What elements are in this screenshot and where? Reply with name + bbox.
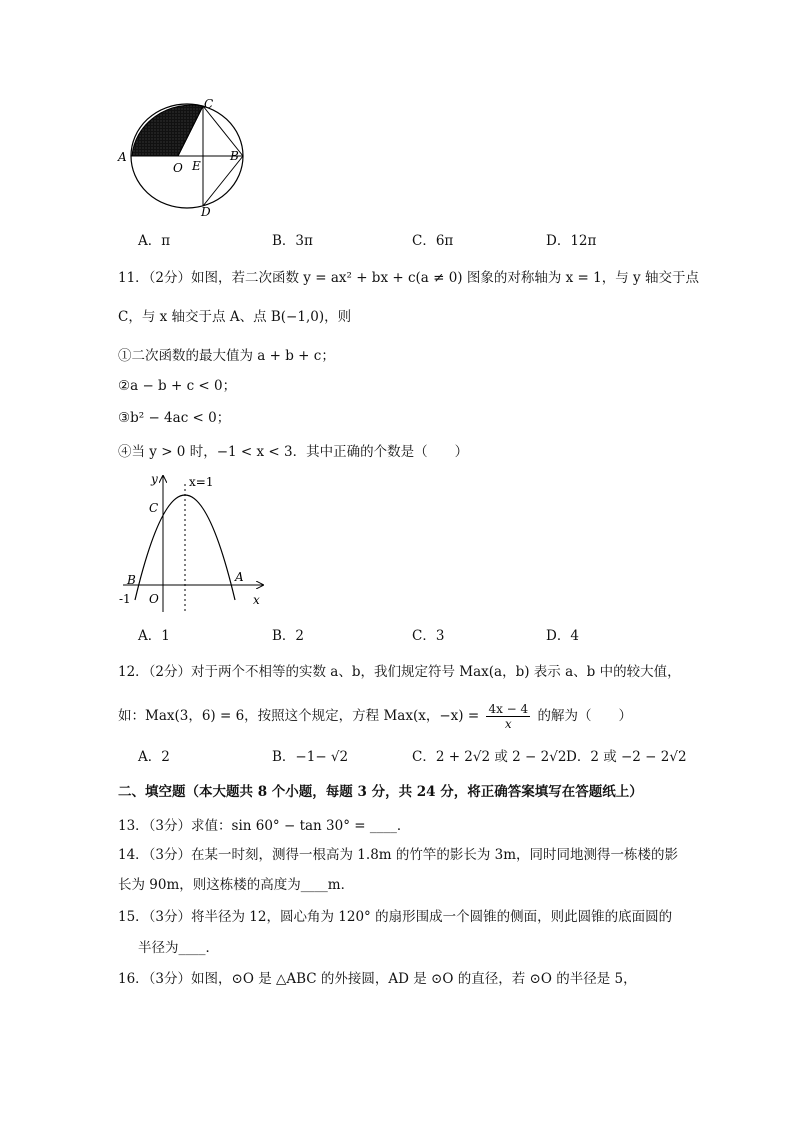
label-o: O [149, 592, 159, 606]
section-title: 二、填空题（本大题共 8 个小题，每题 3 分，共 24 分，将正确答案填写在答题纸上） [118, 784, 643, 800]
label-c: C [204, 97, 214, 111]
q10-option-c[interactable]: C．6π [412, 233, 454, 249]
circle-sector-figure [115, 96, 255, 218]
q12-option-d[interactable]: D．2 或 −2 − 2√2 [566, 749, 687, 765]
q10-option-d[interactable]: D．12π [546, 233, 597, 249]
label-d: D [201, 205, 211, 218]
label-axis: x=1 [189, 475, 214, 489]
q14-line2: 长为 90m，则这栋楼的高度为____m． [118, 877, 355, 893]
q15-line2: 半径为____． [138, 940, 219, 956]
parabola-figure [115, 470, 275, 615]
q12-option-a[interactable]: A．2 [138, 749, 170, 765]
q12-fraction-denominator: x [504, 717, 512, 731]
q12-line2-post: 的解为（ ） [537, 708, 632, 724]
q11-statement-2: ②a − b + c < 0； [118, 378, 237, 394]
q12-line2-pre: 如：Max(3，6) = 6，按照这个规定，方程 Max(x，−x) = [118, 708, 480, 724]
q15-line1: 15．（3分）将半径为 12，圆心角为 120° 的扇形围成一个圆锥的侧面，则此圆锥的底面圆的 [118, 909, 673, 925]
label-e: E [192, 159, 201, 173]
label-minus1: -1 [119, 592, 131, 606]
q11-option-b[interactable]: B．2 [272, 628, 305, 644]
shaded-sector [132, 105, 203, 156]
q11-option-c[interactable]: C．3 [412, 628, 445, 644]
q11-option-a[interactable]: A．1 [138, 628, 170, 644]
q10-option-b[interactable]: B．3π [272, 233, 313, 249]
q12-option-b[interactable]: B．−1− √2 [272, 749, 349, 765]
label-a: A [118, 150, 127, 164]
q11-line1: 11．（2分）如图，若二次函数 y = ax² + bx + c(a ≠ 0) 图象的对称轴为 x = 1，与 y 轴交于点 [118, 270, 699, 286]
label-b: B [127, 573, 136, 587]
q16-line1: 16．（3分）如图，⊙O 是 △ABC 的外接圆，AD 是 ⊙O 的直径，若 ⊙O 的半径是 5， [118, 971, 637, 987]
q14-line1: 14．（3分）在某一时刻，测得一根高为 1.8m 的竹竿的影长为 3m，同时同地测得一栋楼的影 [118, 847, 679, 863]
q11-statement-4: ④当 y > 0 时，−1 < x < 3．其中正确的个数是（ ） [118, 444, 469, 460]
q11-option-d[interactable]: D．4 [546, 628, 579, 644]
q11-line2: C，与 x 轴交于点 A、点 B(−1,0)，则 [118, 309, 352, 325]
q12-fraction [486, 702, 530, 731]
label-c: C [149, 501, 159, 515]
q12-option-c[interactable]: C．2 + 2√2 或 2 − 2√2 [412, 749, 567, 765]
label-a: A [235, 570, 244, 584]
q13-text: 13．（3分）求值：sin 60° − tan 30° = ____． [118, 818, 411, 834]
q10-option-a[interactable]: A．π [138, 233, 171, 249]
label-o: O [173, 161, 183, 175]
q11-statement-1: ①二次函数的最大值为 a + b + c； [118, 348, 335, 364]
label-x: x [253, 593, 260, 607]
label-y: y [151, 472, 158, 486]
q12-fraction-numerator: 4x − 4 [488, 702, 529, 716]
label-b: B [230, 149, 239, 163]
q12-line1: 12．（2分）对于两个不相等的实数 a、b，我们规定符号 Max(a，b) 表示 a、b 中的较大值， [118, 664, 681, 680]
q11-statement-3: ③b² − 4ac < 0； [118, 410, 231, 426]
q12-line2 [118, 702, 632, 731]
